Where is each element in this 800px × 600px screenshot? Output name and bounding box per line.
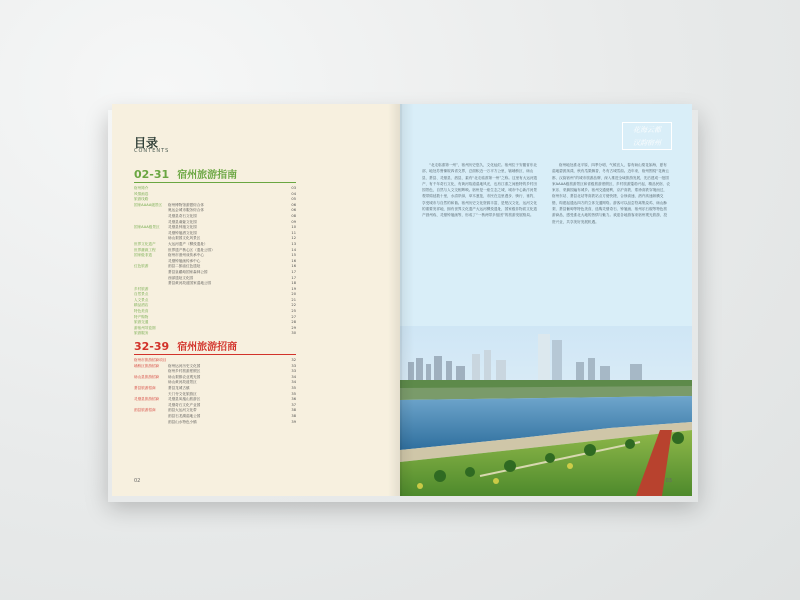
toc-entry-page: 06 bbox=[291, 208, 296, 213]
toc-entry-title: 世界遗产核心区（遗址公园） bbox=[168, 247, 215, 252]
toc-entry-page: 32 bbox=[291, 358, 296, 362]
toc-entry-category: 自然景点 bbox=[134, 292, 149, 297]
toc-entry-page: 38 bbox=[291, 413, 296, 418]
toc-entry-title: 萧县黄河故道国家湿地公园 bbox=[168, 281, 212, 286]
toc-entry-title: 宿州市泗州戏传承中心 bbox=[168, 253, 204, 258]
toc-entry-page: 15 bbox=[291, 253, 296, 258]
toc-subtitle: CONTENTS bbox=[134, 148, 170, 154]
toc-entry-page: 11 bbox=[291, 230, 296, 235]
toc-entry-title: 灵璧奇石文化产业园 bbox=[168, 402, 201, 407]
toc-entry-page: 17 bbox=[291, 269, 296, 274]
toc-entry-category: 世界灌溉工程 bbox=[134, 247, 156, 252]
toc-entry-page: 16 bbox=[291, 264, 296, 269]
toc-entry-title: 灵璧县虞姬文化园 bbox=[168, 219, 197, 224]
toc-entry-page: 19 bbox=[291, 286, 296, 291]
toc-entry-category: 国家级非遗 bbox=[134, 253, 152, 258]
toc-entry-category: 灵璧县旅游招商 bbox=[134, 397, 160, 402]
left-page bbox=[112, 104, 400, 496]
toc-entry-category: 特产购物 bbox=[134, 314, 149, 319]
toc-entry-page: 35 bbox=[291, 385, 296, 390]
right-page bbox=[400, 104, 692, 496]
toc-entry-title: 灵璧钟馗画传承中心 bbox=[168, 258, 201, 263]
toc-entry-title: 灵璧县凤凰山旅游区 bbox=[168, 397, 201, 402]
toc-entry-category: 人文景点 bbox=[134, 297, 149, 302]
toc-entry-category: 特色美食 bbox=[134, 309, 149, 314]
toc-entry-title: 宿州运河历史文化园 bbox=[168, 363, 201, 368]
toc-entry-page: 39 bbox=[291, 419, 296, 424]
toc-entry-page: 05 bbox=[291, 197, 296, 202]
section-guide-list bbox=[134, 186, 296, 337]
toc-entry-page: 10 bbox=[291, 225, 296, 230]
toc-entry-page: 33 bbox=[291, 363, 296, 368]
toc-entry-page: 34 bbox=[291, 374, 296, 379]
toc-entry-page: 35 bbox=[291, 391, 296, 396]
toc-entry-page: 25 bbox=[291, 309, 296, 314]
toc-entry-category: 国家AAAA级景区 bbox=[134, 202, 163, 207]
section-guide-title: 宿州旅游指南 bbox=[177, 170, 238, 181]
toc-entry-title: 灵璧县钟馗文化园 bbox=[168, 225, 197, 230]
toc-entry-title: 宿州乡村旅游度假区 bbox=[168, 369, 201, 374]
toc-entry-page: 36 bbox=[291, 397, 296, 402]
toc-entry-page: 21 bbox=[291, 297, 296, 302]
toc-entry-category: 萧县旅游招商 bbox=[134, 385, 156, 390]
toc-entry-page: 04 bbox=[291, 191, 296, 196]
toc-entry-title: 萧县皇藏峪国家森林公园 bbox=[168, 269, 208, 274]
brand-line-1: 花海云都 bbox=[633, 126, 661, 134]
toc-entry-category: 国家AAA级景区 bbox=[134, 225, 160, 230]
section-guide-header bbox=[134, 166, 296, 183]
toc-entry-page: 06 bbox=[291, 202, 296, 207]
toc-entry-category: 宿州简介 bbox=[134, 186, 149, 190]
section-guide bbox=[134, 166, 296, 337]
toc-entry-title: 砀山黄河故道景区 bbox=[168, 380, 197, 385]
brand-logo bbox=[622, 122, 672, 150]
toc-entry-category: 砀山县旅游招商 bbox=[134, 374, 160, 379]
toc-entry[interactable] bbox=[134, 420, 296, 426]
toc-entry-page: 33 bbox=[291, 369, 296, 374]
toc-entry-page: 28 bbox=[291, 320, 296, 325]
toc-entry-title: 砀山梨园文化风景区 bbox=[168, 236, 201, 241]
text-column-right: 宿州地处淮北平原，四季分明，气候宜人，春有砀山梨花如海，夏有湿地碧波荡漾，秋有瓜果飘香，冬有古城雪韵。近年来，宿州围绕“花海云都、汉韵宿州”的城市旅游品牌，深入推进全域旅游发展，先后建成一批国家AAAA级旅游景区和省级旅游度假区，乡村旅游蓬勃兴起，精品民宿、农家乐、采摘园遍布城乡。宿州交通便利，京沪高铁、郑徐高铁穿境而过，宿州东站、萧县北站等高铁站点方便快捷，合徐高速、泗许高速纵横交错，构建起通达四方的立体交通网络。游客可以品尝符离集烧鸡、砀山酥梨、萧县葡萄等特色美食，选购灵璧奇石、钟馗画、宿州乐石砚等特色旅游商品，感受淮北大地的热情与魅力。欢迎各地游客来宿州观光旅游，投资兴业，共享美好发展机遇。 bbox=[552, 163, 670, 224]
book-gutter bbox=[388, 104, 414, 496]
toc-entry-category: 游宿州导览图 bbox=[134, 325, 156, 330]
toc-title: 目录 bbox=[134, 136, 159, 150]
brand-line-2: 汉韵宿州 bbox=[633, 139, 661, 147]
toc-entry-category: 泗县旅游招商 bbox=[134, 408, 156, 413]
toc-entry-category: 精品酒店 bbox=[134, 303, 149, 308]
toc-entry-page: 14 bbox=[291, 247, 296, 252]
toc-entry-title: 泗县大运河文化带 bbox=[168, 408, 197, 413]
toc-entry-page: 16 bbox=[291, 258, 296, 263]
toc-entry-title: 萧县龙城古镇 bbox=[168, 385, 190, 390]
city-river-photo bbox=[400, 326, 692, 496]
toc-entry-title: 大运河遗产（柳孜遗址） bbox=[168, 241, 208, 246]
toc-entry-title: 泗县石龙湖湿地公园 bbox=[168, 413, 201, 418]
section-invest-title: 宿州旅游招商 bbox=[177, 342, 238, 353]
toc-entry-title: 宿州博物馆游憩综合体 bbox=[168, 202, 204, 207]
toc-entry-page: 30 bbox=[291, 331, 296, 336]
toc-entry-page: 13 bbox=[291, 241, 296, 246]
toc-entry-category: 世界文化遗产 bbox=[134, 241, 156, 246]
toc-entry-page: 29 bbox=[291, 325, 296, 330]
toc-entry-category: 埇桥区旅游招商 bbox=[134, 363, 160, 368]
section-invest-range: 32-39 bbox=[134, 340, 170, 353]
toc-entry-title: 奥运会城市服务综合体 bbox=[168, 208, 204, 213]
toc-entry-category: 旅游服务 bbox=[134, 331, 149, 336]
toc-entry-page: 27 bbox=[291, 314, 296, 319]
toc-entry-category: 乡村旅游 bbox=[134, 286, 149, 291]
left-page-number: 02 bbox=[134, 478, 141, 484]
toc-entry-title: 天门寺文化旅游区 bbox=[168, 391, 197, 396]
toc-entry-title: 灵璧钟馗酒文化园 bbox=[168, 230, 197, 235]
toc-entry-page: 37 bbox=[291, 402, 296, 407]
section-invest-header bbox=[134, 338, 296, 355]
toc-entry-page: 34 bbox=[291, 380, 296, 385]
toc-entry-page: 03 bbox=[291, 186, 296, 190]
section-guide-range: 02-31 bbox=[134, 168, 170, 181]
toc-entry-page: 22 bbox=[291, 303, 296, 308]
toc-entry-page: 17 bbox=[291, 275, 296, 280]
toc-entry-category: 宿州市旅游招商项目 bbox=[134, 358, 167, 362]
toc-entry-category: 风情画卷 bbox=[134, 191, 149, 196]
toc-entry-title: 西部遗址文化园 bbox=[168, 275, 194, 280]
toc-entry-page: 12 bbox=[291, 236, 296, 241]
toc-entry-page: 20 bbox=[291, 292, 296, 297]
toc-entry-title: 砀山梨都农业观光园 bbox=[168, 374, 201, 379]
toc-entry-title bbox=[168, 331, 286, 337]
toc-entry-page: 09 bbox=[291, 219, 296, 224]
toc-entry-title: 灵璧县奇石文化园 bbox=[168, 213, 197, 218]
toc-entry-category bbox=[134, 420, 168, 426]
toc-entry-page: 18 bbox=[291, 281, 296, 286]
toc-entry-category: 旅游交通 bbox=[134, 320, 149, 325]
toc-entry-page: 38 bbox=[291, 408, 296, 413]
toc-entry-category: 红色旅游 bbox=[134, 264, 149, 269]
right-page-number: 03 bbox=[665, 478, 672, 484]
toc-entry[interactable] bbox=[134, 331, 296, 337]
text-column-left: “北走临淮第一州”，宿州历史悠久，文化灿烂。宿州位于安徽省东北部，地处苏鲁豫皖四省交界，总面积近一万平方公里，辖埇桥区、砀山县、萧县、灵璧县、泗县，素有“北走临淮第一州”之称。这里有大运河遗产、有千年奇石文化，有黄河故道湿地风光，也有江淮之间独特的乡村田园景色，自然与人文交相辉映。宿州是一座生态之城，城市中心新汴河景观带绵延数十里，水清岸绿，草木葱茏，市民在这里漫步、骑行、垂钓，享受城市与自然的和谐。宿州历史文化资源丰富，是楚汉文化、运河文化的重要发祥地，拥有世界文化遗产大运河柳孜遗址，国家级非物质文化遗产泗州戏、灵璧钟馗画等，形成了“一核两带多组团”的旅游发展格局。 bbox=[422, 163, 538, 218]
toc-entry-page: 08 bbox=[291, 213, 296, 218]
toc-entry-category: 旅游线路 bbox=[134, 197, 149, 202]
section-invest bbox=[134, 338, 296, 425]
toc-entry-title: 泗县二郎庙红色遗址 bbox=[168, 264, 201, 269]
toc-entry-title: 泗县山水特色小镇 bbox=[168, 419, 197, 424]
section-invest-list bbox=[134, 358, 296, 425]
